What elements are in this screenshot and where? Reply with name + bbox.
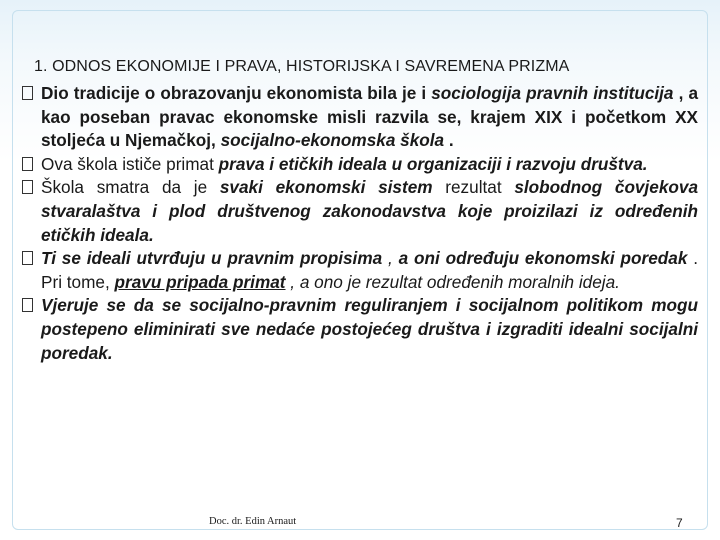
bullet-text-part: Ova škola ističe primat xyxy=(41,153,219,174)
bullet-text-part: a oni određuju ekonomski poredak xyxy=(398,248,688,269)
bullet-box-icon xyxy=(22,298,33,312)
bullet-box-icon xyxy=(22,251,33,265)
bullet-text-part: pravu pripada primat xyxy=(114,271,286,292)
page-number: 7 xyxy=(676,516,683,530)
bullet-list xyxy=(22,82,698,365)
bullet-text-part: , a ono je rezultat određenih moralnih ideja. xyxy=(290,271,620,292)
slide-title: 1. ODNOS EKONOMIJE I PRAVA, HISTORIJSKA I SAVREMENA PRIZMA xyxy=(34,58,570,75)
bullet-text-part: . Pri tome, xyxy=(41,248,698,292)
bullet-item xyxy=(22,82,698,153)
bullet-text-part: Dio tradicije o obrazovanju ekonomista bila je i xyxy=(41,83,432,103)
bullet-text-part: Ti se ideali utvrđuju u pravnim propisima xyxy=(41,248,383,269)
footer-author: Doc. dr. Edin Arnaut xyxy=(209,516,297,527)
bullet-text-part: , a kao poseban pravac ekonomske misli razvila se, krajem XIX i početkom XX stoljeća u Njemačkoj, xyxy=(41,83,699,151)
bullet-box-icon xyxy=(22,180,33,194)
bullet-item xyxy=(22,247,698,294)
bullet-text-part: prava i etičkih ideala u organizaciji i razvoju društva. xyxy=(218,153,648,174)
bullet-text-part: rezultat xyxy=(445,177,515,198)
bullet-text-part: . xyxy=(448,130,454,151)
bullet-text-part: sociologija pravnih institucija xyxy=(431,83,674,103)
bullet-text-part: slobodnog čovjekova stvaralaštva i plod društvenog zakonodavstva koje proizilazi iz određenih etičkih ideala. xyxy=(41,177,699,245)
bullet-text-part: svaki ekonomski sistem xyxy=(219,177,433,198)
bullet-item xyxy=(22,176,698,247)
bullet-text-part: Vjeruje se da se socijalno-pravnim reguliranjem i socijalnom politikom mogu postepeno eliminirati sve nedaće postojećeg društva i izgraditi idealni socijalni poredak. xyxy=(41,295,698,363)
bullet-box-icon xyxy=(22,86,33,100)
bullet-text-part: Škola smatra da je xyxy=(41,177,220,198)
bullet-item xyxy=(22,294,698,365)
bullet-box-icon xyxy=(22,157,33,171)
bullet-text-part: , xyxy=(388,248,399,269)
bullet-text-part: socijalno-ekonomska škola xyxy=(220,130,445,151)
bullet-item xyxy=(22,153,698,177)
